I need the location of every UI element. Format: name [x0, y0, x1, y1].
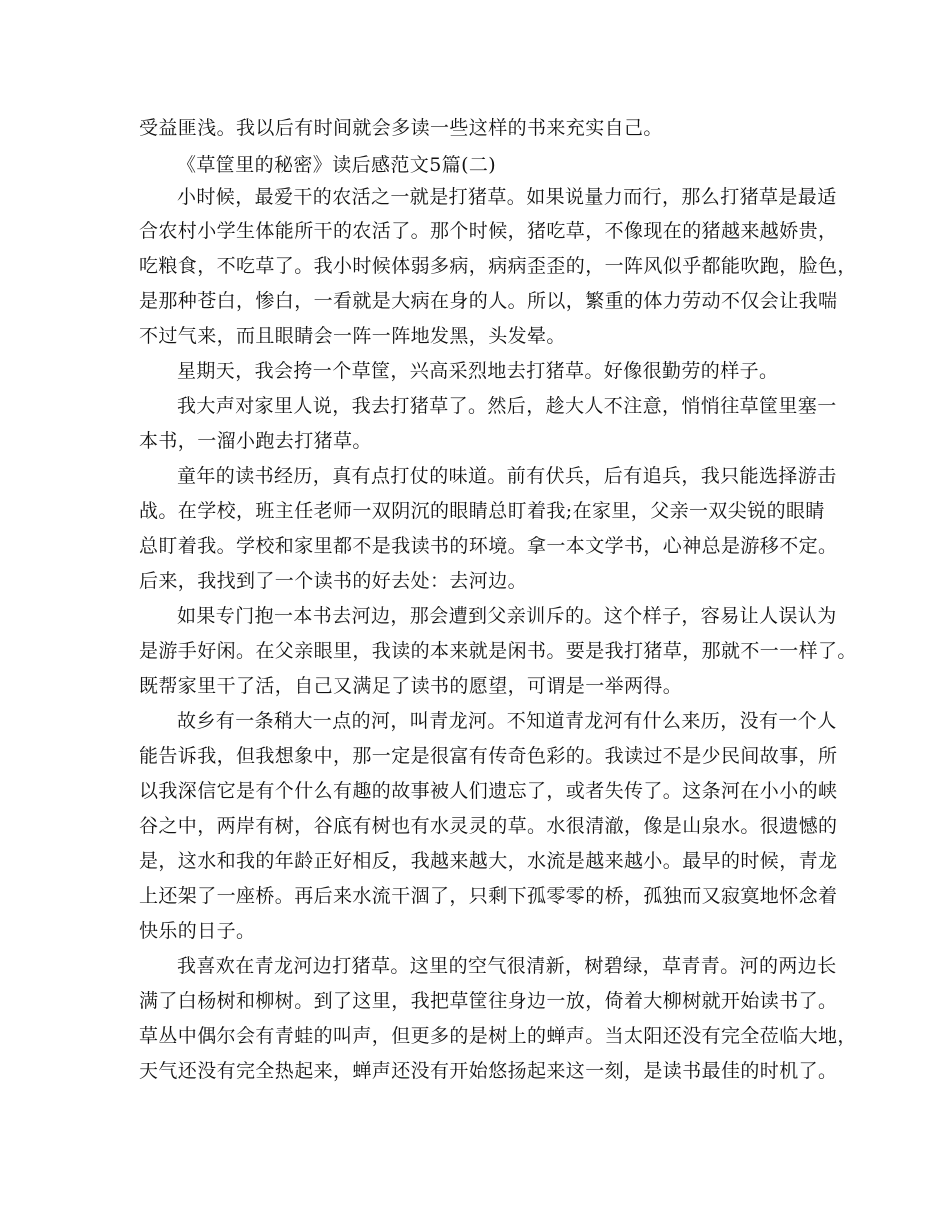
text-line: 吃粮食，不吃草了。我小时候体弱多病，病病歪歪的，一阵风似乎都能吹跑，脸色， [139, 255, 857, 277]
text-line: 谷之中，两岸有树，谷底有树也有水灵灵的草。水很清澈，像是山泉水。很遗憾的 [139, 815, 838, 837]
text-line: 上还架了一座桥。再后来水流干涸了，只剩下孤零零的桥，孤独而又寂寞地怀念着 [139, 885, 838, 907]
text-line: 不过气来，而且眼睛会一阵一阵地发黑，头发晕。 [139, 325, 566, 347]
text-line: 是游手好闲。在父亲眼里，我读的本来就是闲书。要是我打猪草，那就不一一样了。 [139, 640, 857, 662]
section-heading: 《草筐里的秘密》读后感范文5篇(二) [177, 154, 497, 176]
text-line: 受益匪浅。我以后有时间就会多读一些这样的书来充实自己。 [139, 117, 663, 139]
text-line: 以我深信它是有个什么有趣的故事被人们遗忘了，或者失传了。这条河在小小的峡 [139, 780, 838, 802]
text-line: 合农村小学生体能所干的农活了。那个时候，猪吃草，不像现在的猪越来越娇贵， [139, 220, 838, 242]
text-line: 天气还没有完全热起来，蝉声还没有开始悠扬起来这一刻，是读书最佳的时机了。 [139, 1060, 838, 1082]
text-line: 如果专门抱一本书去河边，那会遭到父亲训斥的。这个样子，容易让人误认为 [177, 605, 837, 627]
text-line: 本书，一溜小跑去打猪草。 [139, 430, 372, 452]
text-line: 童年的读书经历，真有点打仗的味道。前有伏兵，后有追兵，我只能选择游击 [177, 465, 837, 487]
text-line: 我喜欢在青龙河边打猪草。这里的空气很清新，树碧绿，草青青。河的两边长 [177, 955, 837, 977]
text-line: 我大声对家里人说，我去打猪草了。然后，趁大人不注意，悄悄往草筐里塞一 [177, 395, 837, 417]
text-line: 后来，我找到了一个读书的好去处：去河边。 [139, 570, 528, 592]
text-line: 草丛中偶尔会有青蛙的叫声，但更多的是树上的蝉声。当太阳还没有完全莅临大地， [139, 1025, 857, 1047]
text-line: 战。在学校，班主任老师一双阴沉的眼睛总盯着我;在家里，父亲一双尖锐的眼睛 [139, 500, 825, 522]
text-line: 故乡有一条稍大一点的河，叫青龙河。不知道青龙河有什么来历，没有一个人 [177, 710, 837, 732]
text-line: 是那种苍白，惨白，一看就是大病在身的人。所以，繁重的体力劳动不仅会让我喘 [139, 290, 838, 312]
text-line: 快乐的日子。 [139, 920, 256, 942]
text-line: 满了白杨树和柳树。到了这里，我把草筐往身边一放，倚着大柳树就开始读书了。 [139, 990, 838, 1012]
text-line: 既帮家里干了活，自己又满足了读书的愿望，可谓是一举两得。 [139, 675, 683, 697]
text-line: 星期天，我会挎一个草筐，兴高采烈地去打猪草。好像很勤劳的样子。 [177, 360, 779, 382]
text-line: 小时候，最爱干的农活之一就是打猪草。如果说量力而行，那么打猪草是最适 [177, 186, 837, 208]
text-line: 总盯着我。学校和家里都不是我读书的环境。拿一本文学书，心神总是游移不定。 [139, 535, 838, 557]
text-line: 能告诉我，但我想象中，那一定是很富有传奇色彩的。我读过不是少民间故事，所 [139, 745, 838, 767]
text-line: 是，这水和我的年龄正好相反，我越来越大，水流是越来越小。最早的时候，青龙 [139, 850, 838, 872]
